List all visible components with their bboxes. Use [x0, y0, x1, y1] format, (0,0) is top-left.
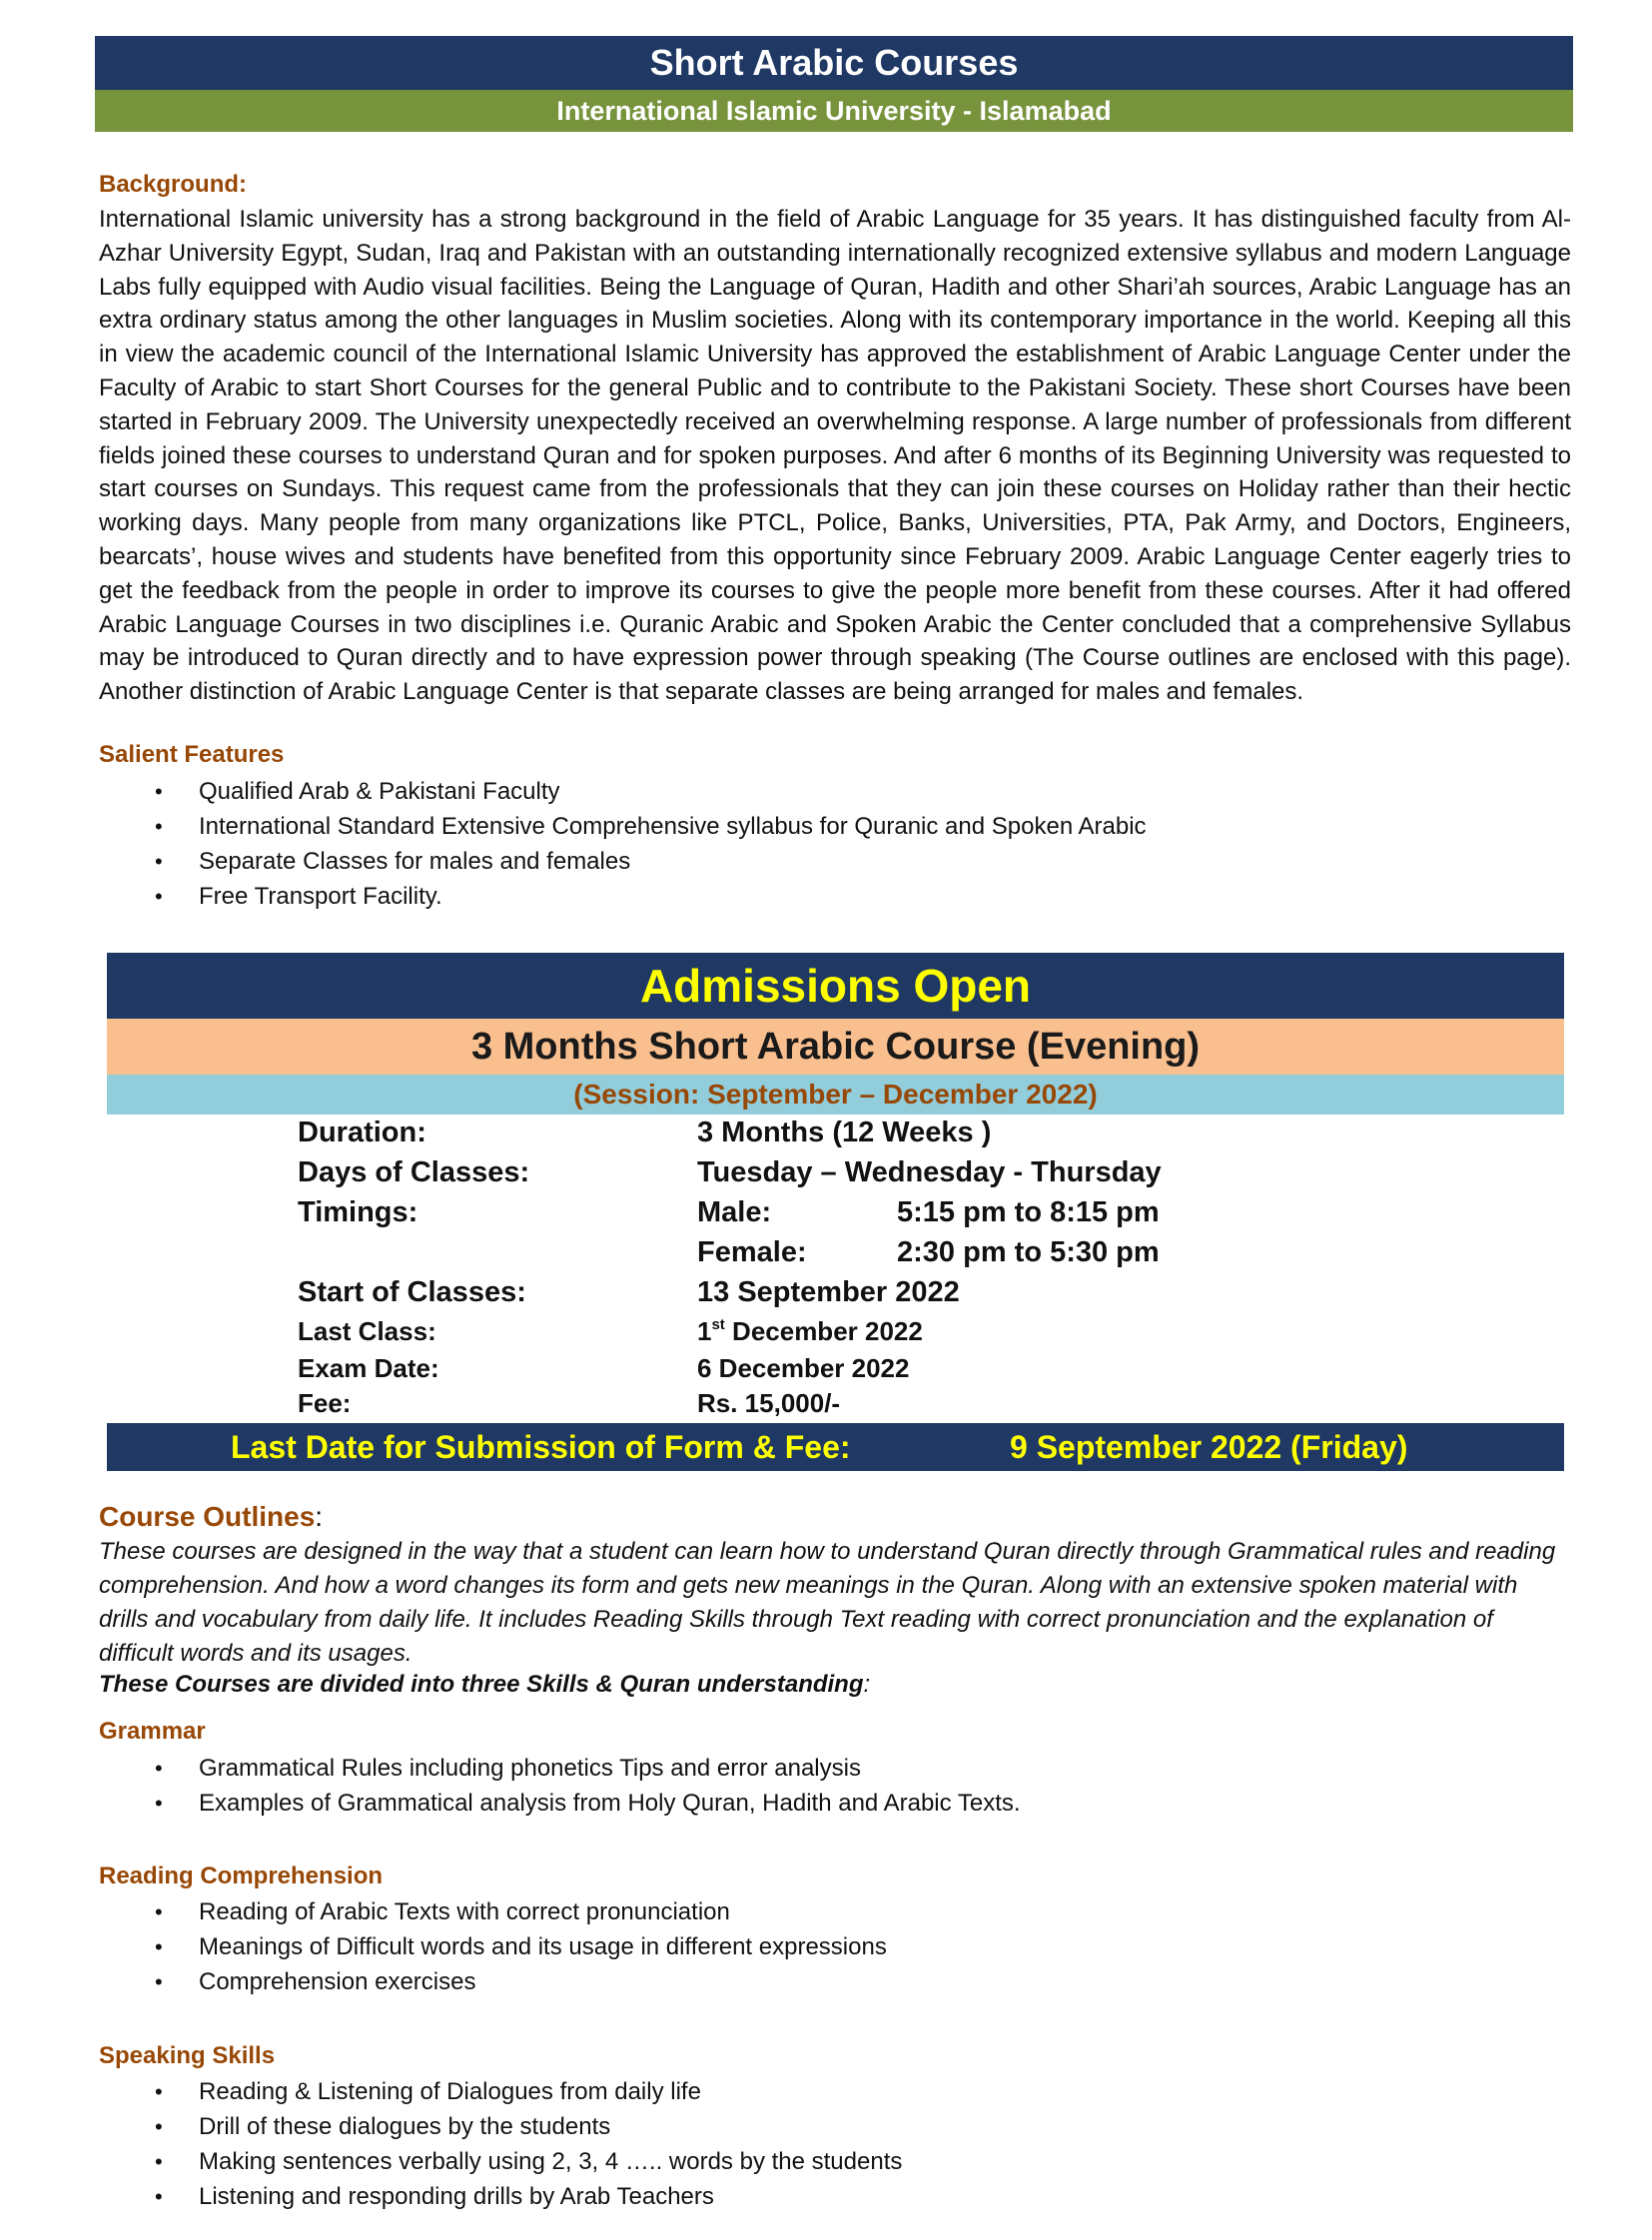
- grammar-heading: Grammar: [99, 1718, 206, 1745]
- bullet-icon: •: [155, 2079, 163, 2104]
- deadline-bar: [107, 1423, 1564, 1471]
- list-item: • Drill of these dialogues by the students: [99, 2109, 902, 2144]
- bullet-icon: •: [155, 2184, 163, 2209]
- bullet-icon: •: [155, 1791, 163, 1816]
- bullet-icon: •: [155, 1934, 163, 1959]
- duration-label: Duration:: [298, 1117, 426, 1148]
- list-item: • Reading & Listening of Dialogues from daily life: [99, 2074, 902, 2109]
- course-outlines-intro: These courses are designed in the way that a student can learn how to understand Quran directly through Grammatical rules and reading comprehension. And how a word changes its form and gets new meanings in the Quran. Along with an extensive spoken material with drills and vocabulary from daily life. It includes Reading Skills through Text reading with correct pronunciation and the explanation of difficult words and its usages.: [99, 1538, 1556, 1667]
- deadline-date: 9 September 2022 (Friday): [1010, 1429, 1408, 1465]
- bullet-icon: •: [155, 2149, 163, 2174]
- bullet-icon: •: [155, 779, 163, 804]
- female-label: Female:: [697, 1236, 807, 1268]
- fee-label: Fee:: [298, 1388, 352, 1418]
- bullet-icon: •: [155, 1756, 163, 1781]
- start-label: Start of Classes:: [298, 1276, 526, 1308]
- list-item: • Making sentences verbally using 2, 3, 4 ….. words by the students: [99, 2144, 902, 2179]
- deadline-label: Last Date for Submission of Form & Fee:: [231, 1429, 851, 1465]
- start-value: 13 September 2022: [697, 1276, 960, 1308]
- list-item: • Grammatical Rules including phonetics Tips and error analysis: [99, 1751, 1021, 1786]
- male-time: 5:15 pm to 8:15 pm: [897, 1196, 1160, 1228]
- course-outlines-heading: Course Outlines:: [99, 1501, 324, 1532]
- admissions-open-banner: Admissions Open: [107, 953, 1564, 1019]
- document-title: Short Arabic Courses: [95, 36, 1573, 90]
- female-time: 2:30 pm to 5:30 pm: [897, 1236, 1160, 1268]
- last-class-value: 1st December 2022: [697, 1316, 923, 1346]
- exam-value: 6 December 2022: [697, 1353, 910, 1383]
- bullet-icon: •: [155, 849, 163, 874]
- skills-division-line: These Courses are divided into three Skills & Quran understanding:: [99, 1671, 871, 1698]
- background-heading: Background:: [99, 171, 248, 198]
- list-item: • Comprehension exercises: [99, 1964, 887, 1999]
- list-item: • Reading of Arabic Texts with correct pronunciation: [99, 1894, 887, 1929]
- grammar-list: [99, 1751, 1021, 1821]
- duration-value: 3 Months (12 Weeks ): [697, 1117, 992, 1148]
- course-title-bar: 3 Months Short Arabic Course (Evening): [107, 1019, 1564, 1075]
- male-label: Male:: [697, 1196, 772, 1228]
- fee-value: Rs. 15,000/-: [697, 1388, 841, 1418]
- last-class-label: Last Class:: [298, 1316, 436, 1346]
- bullet-icon: •: [155, 1899, 163, 1924]
- salient-features-list: [99, 774, 1147, 914]
- speaking-skills-heading: Speaking Skills: [99, 2042, 276, 2069]
- exam-label: Exam Date:: [298, 1353, 439, 1383]
- list-item: • Examples of Grammatical analysis from Holy Quran, Hadith and Arabic Texts.: [99, 1786, 1021, 1821]
- list-item: • Meanings of Difficult words and its usage in different expressions: [99, 1929, 887, 1964]
- list-item: • Qualified Arab & Pakistani Faculty: [99, 774, 1147, 809]
- list-item: • Listening and responding drills by Arab Teachers: [99, 2179, 902, 2214]
- days-label: Days of Classes:: [298, 1156, 530, 1188]
- bullet-icon: •: [155, 884, 163, 909]
- list-item: • Free Transport Facility.: [99, 879, 1147, 914]
- document-subtitle: International Islamic University - Islamabad: [95, 90, 1573, 132]
- timings-label: Timings:: [298, 1196, 418, 1228]
- salient-features-heading: Salient Features: [99, 741, 285, 768]
- bullet-icon: •: [155, 814, 163, 839]
- bullet-icon: •: [155, 2114, 163, 2139]
- list-item: • Separate Classes for males and females: [99, 844, 1147, 879]
- days-value: Tuesday – Wednesday - Thursday: [697, 1156, 1162, 1188]
- session-bar: (Session: September – December 2022): [107, 1075, 1564, 1115]
- background-paragraph: International Islamic university has a strong background in the field of Arabic Language for 35 years. It has distinguished faculty from Al-Azhar University Egypt, Sudan, Iraq and Pakistan with an outstanding internationally recognized extensive syllabus and modern Language Labs fully equipped with Audio visual facilities. Being the Language of Quran, Hadith and other Shari’ah sources, Arabic Language has an extra ordinary status among the other languages in Muslim societies. Along with its contemporary importance in the world. Keeping all this in view the academic council of the International Islamic University has approved the establishment of Arabic Language Center under the Faculty of Arabic to start Short Courses for the general Public and to contribute to the Pakistani Society. These short Courses have been started in February 2009. The University unexpectedly received an overwhelming response. A large number of professionals from different fields joined these courses to understand Quran and for spoken purposes. And after 6 months of its Beginning University was requested to start courses on Sundays. This request came from the professionals that they can join these courses on Holiday rather than their hectic working days. Many people from many organizations like PTCL, Police, Banks, Universities, PTA, Pak Army, and Doctors, Engineers, bearcats’, house wives and students have benefited from this opportunity since February 2009. Arabic Language Center eagerly tries to get the feedback from the people in order to improve its courses to give the people more benefit from these courses. After it had offered Arabic Language Courses in two disciplines i.e. Quranic Arabic and Spoken Arabic the Center concluded that a comprehensive Syllabus may be introduced to Quran directly and to have expression power through speaking (The Course outlines are enclosed with this page). Another distinction of Arabic Language Center is that separate classes are being arranged for males and females.: [99, 206, 1571, 706]
- reading-comprehension-list: [99, 1894, 887, 1999]
- speaking-skills-list: [99, 2074, 902, 2214]
- reading-comprehension-heading: Reading Comprehension: [99, 1863, 384, 1889]
- bullet-icon: •: [155, 1969, 163, 1994]
- list-item: • International Standard Extensive Comprehensive syllabus for Quranic and Spoken Arabic: [99, 809, 1147, 844]
